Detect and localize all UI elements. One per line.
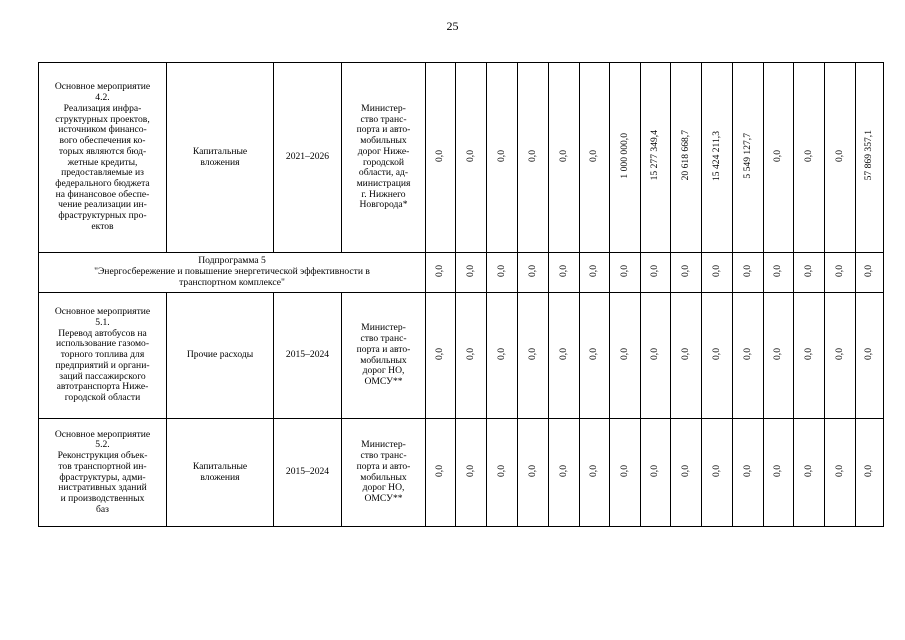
period: 2021–2026 (274, 63, 342, 253)
value-cell (518, 293, 549, 419)
text-line: ОМСУ** (364, 492, 403, 504)
value-text: 0,0 (833, 347, 845, 360)
period: 2015–2024 (274, 293, 342, 419)
value-cell (426, 293, 456, 419)
value-cell (856, 253, 884, 293)
value-cell (641, 253, 671, 293)
value-text: 0,0 (833, 264, 845, 277)
value-text: 0,0 (833, 149, 845, 162)
subprogram-row (39, 253, 884, 293)
executor (342, 419, 426, 527)
text-line: ектов (91, 220, 114, 232)
value-text: 0,0 (649, 264, 661, 277)
value-text: 0,0 (495, 347, 507, 360)
value-cell (794, 253, 825, 293)
text-line: порта и авто- (356, 460, 411, 472)
text-line: и производственных (60, 492, 145, 504)
text-line: дорог НО, (362, 482, 405, 494)
value-text: 0,0 (772, 464, 784, 477)
text-line: ство транс- (360, 333, 407, 345)
value-cell (610, 63, 641, 253)
value-text: 15 424 211,3 (710, 130, 722, 181)
value-text: 0,0 (464, 347, 476, 360)
text-line: Подпрограмма 5 (198, 255, 266, 267)
text-line: Перевод автобусов на (58, 327, 147, 339)
value-text: 0,0 (618, 264, 630, 277)
value-cell (456, 253, 487, 293)
text-line: Министер- (361, 322, 406, 334)
value-text: 0,0 (772, 149, 784, 162)
value-cell (764, 293, 794, 419)
value-text: 0,0 (557, 464, 569, 477)
value-text: 0,0 (464, 464, 476, 477)
value-cell (518, 419, 549, 527)
value-cell (487, 293, 518, 419)
value-text: 0,0 (588, 464, 600, 477)
text-line: министрация (356, 177, 411, 189)
expense-type: Капитальные вложения (167, 63, 274, 253)
value-text: 0,0 (679, 464, 691, 477)
value-cell (733, 293, 764, 419)
value-cell (702, 63, 733, 253)
text-line: заций пассажирского (59, 370, 146, 382)
value-cell (856, 293, 884, 419)
value-text: 0,0 (557, 264, 569, 277)
value-text: 0,0 (588, 347, 600, 360)
text-line: Новгорода* (359, 199, 408, 211)
value-text: 0,0 (772, 347, 784, 360)
value-text: 0,0 (649, 347, 661, 360)
value-text: 0,0 (495, 264, 507, 277)
measure-name (39, 293, 167, 419)
value-text: 0,0 (741, 347, 753, 360)
value-text: 0,0 (710, 264, 722, 277)
text-line: Министер- (361, 102, 406, 114)
value-text: 0,0 (464, 149, 476, 162)
value-cell (487, 63, 518, 253)
value-text: 0,0 (588, 264, 600, 277)
text-line: 4.2. (95, 92, 110, 104)
value-cell (610, 293, 641, 419)
value-cell (641, 419, 671, 527)
text-line: мобильных (360, 471, 407, 483)
executor (342, 293, 426, 419)
value-text: 0,0 (588, 149, 600, 162)
value-text: 0,0 (863, 464, 875, 477)
text-line: торых являются бюд- (58, 145, 147, 157)
value-text: 0,0 (802, 347, 814, 360)
expense-type: Прочие расходы (167, 293, 274, 419)
value-text: 0,0 (526, 464, 538, 477)
value-cell (426, 419, 456, 527)
text-line: использование газомо- (55, 338, 150, 350)
value-cell (426, 253, 456, 293)
budget-table (38, 62, 884, 527)
text-line: мобильных (360, 135, 407, 147)
value-cell (856, 63, 884, 253)
text-line: тов транспортной ин- (58, 460, 147, 472)
value-cell (641, 293, 671, 419)
value-cell (671, 419, 702, 527)
value-cell (487, 253, 518, 293)
value-cell (487, 419, 518, 527)
text-line: Реконструкция объек- (57, 450, 148, 462)
value-cell (825, 253, 856, 293)
value-text: 0,0 (710, 464, 722, 477)
text-line: ство транс- (360, 113, 407, 125)
value-text: 15 277 349,4 (649, 130, 661, 181)
text-line: ство транс- (360, 450, 407, 462)
value-text: 0,0 (741, 264, 753, 277)
value-cell (549, 253, 580, 293)
value-cell (794, 293, 825, 419)
executor (342, 63, 426, 253)
text-line: порта и авто- (356, 343, 411, 355)
value-cell (702, 253, 733, 293)
text-line: городской области (64, 392, 141, 404)
value-cell (580, 63, 610, 253)
value-text: 0,0 (741, 464, 753, 477)
value-cell (549, 63, 580, 253)
text-line: городской (362, 156, 405, 168)
page-number: 25 (446, 19, 459, 33)
value-text: 0,0 (679, 264, 691, 277)
value-cell (794, 419, 825, 527)
text-line: Основное мероприятие (54, 428, 151, 440)
period: 2015–2024 (274, 419, 342, 527)
text-line: ОМСУ** (364, 375, 403, 387)
text-line: предприятий и органи- (55, 359, 150, 371)
text-line: г. Нижнего (361, 188, 406, 200)
value-text: 0,0 (434, 149, 446, 162)
value-text: 0,0 (434, 464, 446, 477)
text-line: нистративных зданий (58, 482, 147, 494)
text-line: структурных проектов, (55, 113, 150, 125)
value-cell (518, 253, 549, 293)
text-line: Реализация инфра- (63, 102, 142, 114)
text-line: предоставляемые из (61, 167, 144, 179)
value-text: 0,0 (495, 464, 507, 477)
value-text: 0,0 (464, 264, 476, 277)
text-line: источником финансо- (58, 124, 147, 136)
text-line: 5.1. (95, 316, 110, 328)
value-text: 0,0 (802, 149, 814, 162)
text-line: порта и авто- (356, 124, 411, 136)
value-cell (580, 419, 610, 527)
value-text: 0,0 (526, 264, 538, 277)
value-cell (825, 63, 856, 253)
value-cell (702, 419, 733, 527)
measure-name (39, 419, 167, 527)
value-cell (549, 293, 580, 419)
value-text: 0,0 (802, 464, 814, 477)
value-cell (764, 253, 794, 293)
value-cell (610, 253, 641, 293)
text-line: фраструктурных про- (58, 210, 147, 222)
value-text: 0,0 (618, 464, 630, 477)
value-cell (733, 253, 764, 293)
value-text: 0,0 (526, 347, 538, 360)
value-cell (456, 63, 487, 253)
value-text: 5 549 127,7 (741, 132, 753, 179)
value-cell (733, 63, 764, 253)
text-line: на финансовое обеспе- (55, 188, 150, 200)
text-line: чение реализации ин- (58, 199, 147, 211)
text-line: автотранспорта Ниже- (56, 381, 149, 393)
text-line: Министер- (361, 439, 406, 451)
value-cell (825, 419, 856, 527)
text-line: жетные кредиты, (67, 156, 138, 168)
value-text: 1 000 000,0 (618, 132, 630, 179)
value-cell (794, 63, 825, 253)
text-line: дорог Ниже- (357, 145, 410, 157)
value-text: 0,0 (526, 149, 538, 162)
value-cell (764, 419, 794, 527)
text-line: вого обеспечения ко- (59, 135, 146, 147)
value-cell (518, 63, 549, 253)
value-cell (671, 63, 702, 253)
value-cell (549, 419, 580, 527)
text-line: транспортном комплексе" (179, 276, 285, 288)
value-cell (456, 293, 487, 419)
value-text: 0,0 (434, 347, 446, 360)
value-cell (580, 253, 610, 293)
text-line: области, ад- (358, 167, 409, 179)
text-line: Основное мероприятие (54, 81, 151, 93)
subprogram-title (39, 253, 426, 293)
value-text: 20 618 668,7 (679, 130, 691, 181)
text-line: дорог НО, (362, 365, 405, 377)
value-text: 0,0 (863, 264, 875, 277)
value-cell (733, 419, 764, 527)
value-text: 0,0 (710, 347, 722, 360)
expense-type: Капитальные вложения (167, 419, 274, 527)
value-text: 0,0 (833, 464, 845, 477)
value-cell (671, 253, 702, 293)
value-text: 0,0 (434, 264, 446, 277)
value-cell (426, 63, 456, 253)
text-line: торного топлива для (60, 349, 145, 361)
value-text: 0,0 (557, 347, 569, 360)
value-cell (641, 63, 671, 253)
value-cell (764, 63, 794, 253)
value-text: 0,0 (802, 264, 814, 277)
value-text: 0,0 (495, 149, 507, 162)
value-text: 0,0 (618, 347, 630, 360)
value-text: 0,0 (557, 149, 569, 162)
text-line: Основное мероприятие (54, 306, 151, 318)
value-cell (456, 419, 487, 527)
value-cell (580, 293, 610, 419)
value-text: 57 869 357,1 (863, 130, 875, 181)
value-cell (856, 419, 884, 527)
value-text: 0,0 (649, 464, 661, 477)
table-row (39, 293, 884, 419)
table-row (39, 63, 884, 253)
value-cell (702, 293, 733, 419)
text-line: "Энергосбережение и повышение энергетической эффективности в (94, 266, 370, 278)
measure-name (39, 63, 167, 253)
text-line: мобильных (360, 354, 407, 366)
text-line: 5.2. (95, 439, 110, 451)
value-text: 0,0 (772, 264, 784, 277)
value-cell (825, 293, 856, 419)
value-cell (610, 419, 641, 527)
table-row (39, 419, 884, 527)
text-line: фраструктуры, адми- (59, 471, 146, 483)
text-line: федерального бюджета (55, 177, 150, 189)
text-line: баз (96, 503, 109, 515)
value-text: 0,0 (863, 347, 875, 360)
value-cell (671, 293, 702, 419)
value-text: 0,0 (679, 347, 691, 360)
